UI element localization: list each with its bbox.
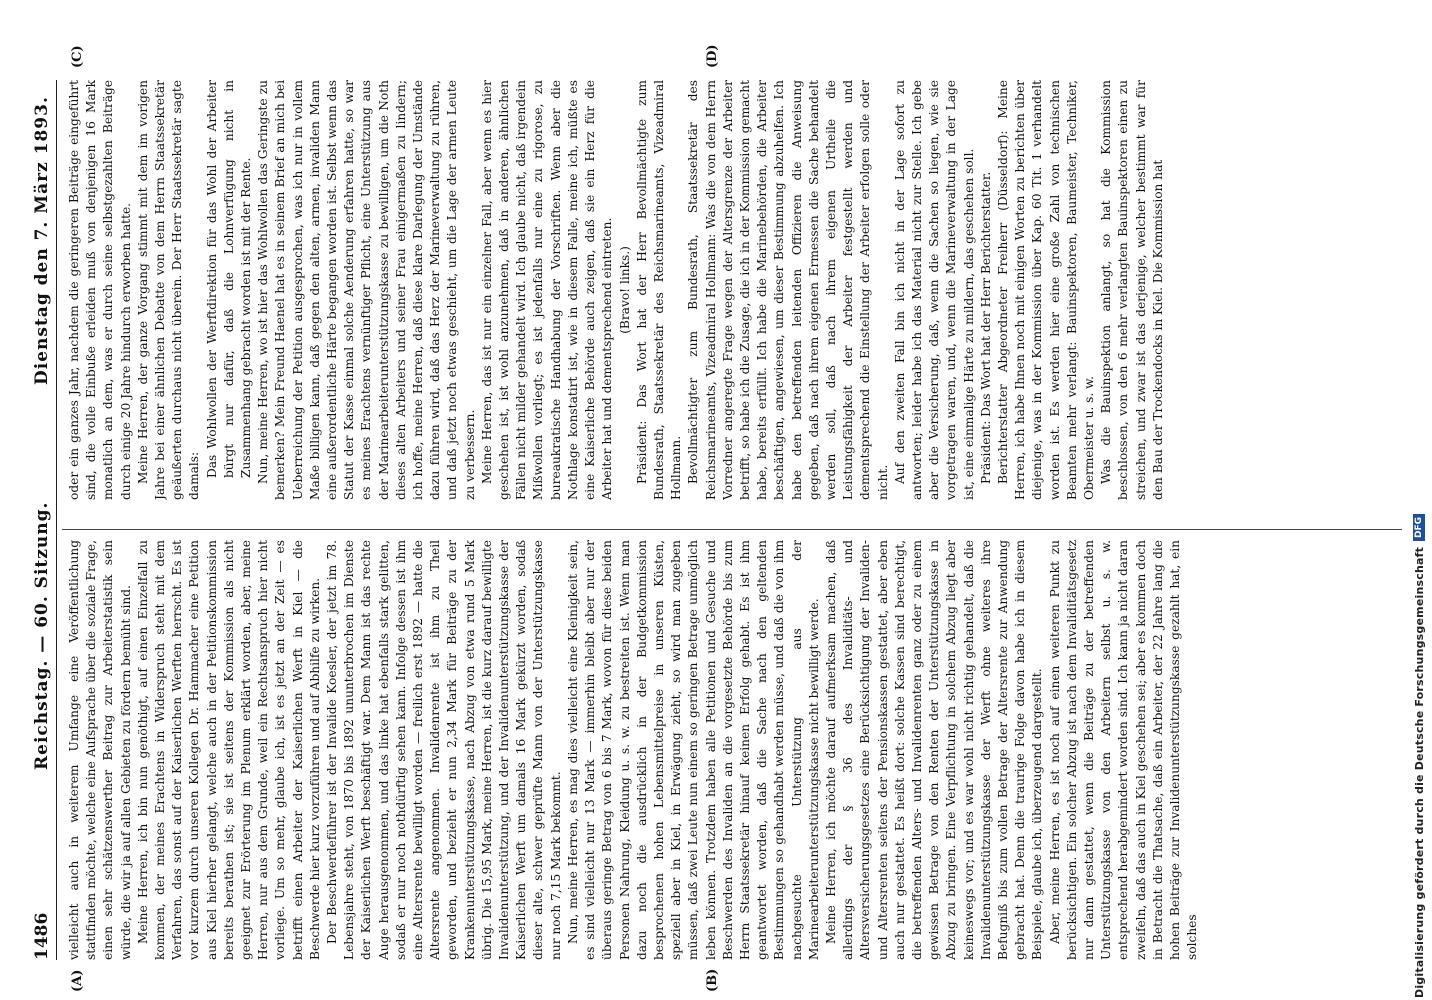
session-title: Reichstag. — 60. Sitzung. [32,501,52,770]
page-header [30,80,57,960]
funding-credit [1408,0,1430,998]
speech-hollmann: Bevollmächtigter zum Bundesrath, Staatssekretär des Reichsmarineamts, Vizeadmiral Hollmann: Was die von dem Herrn Vorredner angeregte Frage wegen der Altersgrenze der Arbeiter betrifft, so habe ich die Zusage, die ich in der Kommission gemacht habe, bereits erfüllt. Ich habe die Marinebehörden, die Arbeiter beschäftigen, angewiesen, um dieser Bestimmung abzuhelfen. Ich habe den betreffenden leitenden Offizieren die Anweisung gegeben, daß nach ihrem eigenen Ermessen die Sache behandelt werden soll, daß nach ihrem eigenen Urtheile die Leistungsfähigkeit der Arbeiter festgestellt werden und dementsprechend die Einstellung der Arbeiter erfolgen solle oder nicht. [686,80,890,500]
paragraph: vielleicht auch in weiterem Umfange eine Veröffentlichung stattfinden möchte, welche eine Aufsprache über die soziale Frage, einen sehr schätzenswerther Beitrag zur Arbeiterstatistik sein würde, die wir ja auf allen Gebieten zu fördern bemüht sind. [67,540,133,960]
paragraph: Nun, meine Herren, wo ist hier das Wohlwollen das Geringste zu bemerken? Mein Freund Haenel hat es in seinem Brief an mich bei Ueberreichung der Petition ausgesprochen, was ich nur in vollem Maße billigen kann, daß gegen den alten, armen, invaliden Mann eine außerordentliche Härte begangen worden ist. Selbst wenn das Statut der Kasse einmal solche Aenderung erfahren hatte, so war es meines Erachtens vernünftiger Pflicht, eine Unterstützung aus der Marinearbeiterunterstützungskasse zu bewilligen, um die Noth dieses alten Arbeiters und seiner Frau einigermaßen zu lindern; ich hoffe, meine Herren, daß diese klare Darlegung der Umstände dazu führen wird, daß das Herz der Marineverwaltung zu rühren, und daß jetzt noch etwas geschieht, um die Lage der armen Leute zu verbessern. [256,80,477,500]
margin-marker-a: (A) [70,969,85,992]
paragraph: Nun, meine Herren, es mag dies vielleicht eine Kleinigkeit sein, es sind vielleicht nur 13 Mark — immerhin bleibt aber nur der überaus geringe Betrag von 6 bis 7 Mark, wovon für diese beiden Personen Nahrung, Kleidung u. s. w. zu bestreiten ist. Wenn man dazu noch die ausdrücklich in der Budgetkommission besprochenen hohen Lebensmittelpreise in unseren Küsten, speziell aber in Kiel, in Erwägung zieht, so wird man zugeben müssen, daß zwei Leute nun einem so geringen Betrage unmöglich leben können. Trotzdem haben alle Petitionen und Gesuche und Beschwerden des Invaliden an die vorgesetzte Behörde bis zum Herrn Staatssekretär hinauf keinen Erfolg gehabt. Es ist ihm geantwortet worden, daß die Sache nach den geltenden Bestimmungen so gehandhabt werden müsse, und daß die von ihm nachgesuchte Unterstützung aus der Marinearbeiterunterstützungskasse nicht bewilligt werde. [565,540,821,960]
paragraph: Meine Herren, ich bin nun genöthigt, auf einen Einzelfall zu kommen, der meines Erachtens in Widerspruch steht mit dem Verfahren, das sonst auf der Kaiserlichen Werften herrscht. Es ist vor kurzem durch unseren Kollegen Dr. Hammacher eine Petition aus Kiel hierher gelangt, welche auch in der Petitionskommission bereits berathen ist; sie ist seitens der Kommission als nicht geeignet zur Erörterung im Plenum erklärt worden, aber, meine Herren, nur aus dem Grunde, weil ein Rechtsanspruch hier nicht vorliege. Um so mehr, glaube ich, ist es jetzt an der Zeit — es betrifft einen Arbeiter der Kaiserlichen Werft in Kiel — die Beschwerde hier kurz vorzuführen und auf Abhilfe zu wirken. [135,540,322,960]
paragraph: Meine Herren, ich möchte darauf aufmerksam machen, daß allerdings der § 36 des Invaliditäts- und Altersversicherungsgesetzes eine Berücksichtigung der Invaliden- und Altersrenten seitens der Pensionskassen gestattet, aber eben auch nur gestattet. Es heißt dort: solche Kassen sind berechtigt, die betreffenden Alters- und Invalidenrenten ganz oder zu einem gewissen Betrage von den Renten der Unterstützungskasse in Abzug zu bringen. Eine Verpflichtung in solchem Abzug liegt aber keineswegs vor; und es war wohl nicht richtig gehandelt, daß die Invalidenunterstützungskasse der Werft ohne weiteres ihre Befugniß bis zum vollen Betrage der Altersrente zur Anwendung gebracht hat. Denn die traurige Folge davon habe ich in diesem Beispiele, glaube ich, überzeugend dargestellt. [823,540,1045,960]
margin-marker-b: (B) [705,968,720,992]
right-column [66,80,1396,500]
margin-marker-c: (C) [70,45,85,68]
margin-marker-d: (D) [705,44,720,68]
paragraph: Aber, meine Herren, es ist noch auf einen weiteren Punkt zu berücksichtigen. Ein solcher Abzug ist nach dem Invaliditätsgesetz nur dann gestattet, wenn die Beiträge zu der betreffenden Unterstützungskasse von den Arbeitern selbst u. s. w. entsprechend herabgemindert worden sind. Ich kann ja nicht daran zweifeln, daß das auch in Kiel geschehen sei; aber es kommen doch in Betracht die Thatsache, daß ein Arbeiter, der 22 Jahre lang die hohen Beiträge zur Invalidenunterstützungskasse gezahlt hat, ein solches [1047,540,1200,960]
paragraph: Was die Bauinspektion anlangt, so hat die Kommission beschlossen, von den 6 mehr verlangten Bauinspektoren einen zu streichen, und zwar ist das derjenige, welcher bestimmt war für den Bau der Trockendocks in Kiel. Die Kommission hat [1099,80,1165,500]
credit-text: Digitalisierung gefördert durch die Deutsche Forschungsgemeinschaft [1412,546,1426,998]
president-statement: Präsident: Das Wort hat der Herr Berichterstatter. [978,171,993,484]
paragraph: Meine Herren, das ist nur ein einzelner Fall, aber wenn es hier geschehen ist, ist wohl anzunehmen, daß in anderen, ähnlichen Fällen nicht milder gehandelt wird. Ich glaube nicht, daß irgendein Mißwollen vorliegt; es ist jedenfalls nur eine zu rigorose, zu bureaukratische Handhabung der Vorschriften. Wenn aber die Nothlage konstatirt ist, wie in diesem Falle, meine ich, müßte es eine Kaiserliche Behörde auch zeigen, daß sie ein Herz für die Arbeiter hat und dementsprechend eintreten. [479,80,615,500]
dfg-logo: DFG [1413,514,1425,541]
paragraph: Meine Herren, der ganze Vorgang stimmt mit dem im vorigen Jahre bei einer ähnlichen Debatte von dem Herrn Staatssekretär geäußerten durchaus nicht überein. Der Herr Staatssekretär sagte damals: [135,80,202,500]
president-statement: Präsident: Das Wort hat der Herr Bevollmächtigte zum Bundesrath, Staatssekretär des Reichsmarineamts, Vizeadmiral Hollmann. [634,80,684,500]
paragraph: oder ein ganzes Jahr, nachdem die geringeren Beiträge eingeführt sind, die volle Einbuße erleiden muß von denjenigen 16 Mark monatlich an dem, was er durch seine selbstgezahlten Beiträge durch einige 20 Jahre hindurch erworben hatte. [67,80,133,500]
session-date: Dienstag den 7. März 1893. [32,96,52,385]
left-column [66,540,1396,960]
speech-rapporteur: Berichterstatter Abgeordneter Freiherr (Düsseldorf): Meine Herren, ich habe Ihnen noch mit einigen Worten zu berichten über diejenige, was in der Kommission über Kap. 60 Tit. 1 verhandelt worden ist. Es werden hier eine große Zahl von technischen Beamten mehr verlangt: Bauinspektoren, Baumeister, Techniker, Obermeister u. s. w. [995,80,1096,500]
paragraph: Auf den zweiten Fall bin ich nicht in der Lage sofort zu antworten; leider habe ich das Material nicht zur Stelle. Ich gebe aber die Versicherung, daß, wenn die Sachen so liegen, wie sie vorgetragen waren, und, wenn die Marineverwaltung in der Lage ist, eine einmalige Härte zu mildern, das geschehen soll. [892,80,976,500]
applause-note: (Bravo! links.) [617,246,632,334]
quotation: Das Wohlwollen der Werftdirektion für das Wohl der Arbeiter bürgt nur dafür, daß die Lohnverfügung nicht in Zusammenhang gebracht worden ist mit der Rente. [204,80,254,478]
paragraph: Der Beschwerdeführer ist der Invalide Koesler, der jetzt im 78. Lebensjahre steht, von 1870 bis 1892 ununterbrochen im Dienste der Kaiserlichen Werft beschäftigt war. Dem Mann ist das rechte Auge herausgenommen, und das linke hat ebenfalls stark gelitten, sodaß er nur noch nothdürftig sehen kann. Infolge dessen ist ihm eine Altersrente bewilligt worden — freilich erst 1892 — hatte die Altersrente angenommen. Invalidenrente ist ihm zu Theil geworden, und bezieht er nun 2,34 Mark für Beiträge zu der Krankenunterstützungskasse, nach Abzug von etwa rund 5 Mark übrig. Die 15,95 Mark, meine Herren, ist die kurz darauf bewilligte Invalidenunterstützung, und der Invalidenunterstützungskasse der Kaiserlichen Werft um damals 16 Mark gekürzt worden, sodaß dieser alte, schwer geprüfte Mann von der Unterstützungskasse nur noch 7,15 Mark bekommt. [325,540,563,960]
page-number: 1486 [32,912,52,960]
column-divider [62,529,1402,530]
